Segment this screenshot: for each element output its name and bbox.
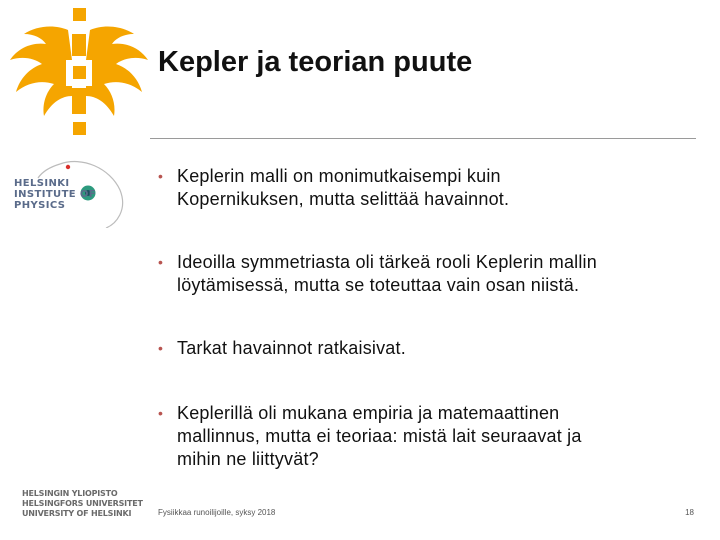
- university-name-line: HELSINGFORS UNIVERSITET: [22, 499, 143, 508]
- bullet-item: [158, 251, 597, 297]
- university-name: [22, 489, 143, 519]
- bullet-line: Ideoilla symmetriasta oli tärkeä rooli Keplerin mallin: [177, 252, 597, 272]
- physics-name-line: INSTITUTE OF: [14, 189, 97, 200]
- bullet-item: [158, 402, 582, 471]
- physics-name-line: PHYSICS: [14, 200, 66, 211]
- bullet-line: Keplerillä oli mukana empiria ja matemaattinen: [177, 403, 560, 423]
- university-flame-logo: [6, 4, 152, 144]
- university-name-line: UNIVERSITY OF HELSINKI: [22, 509, 132, 518]
- physics-name-line: HELSINKI: [14, 178, 70, 189]
- bullet-line: mihin ne liittyvät?: [177, 449, 319, 469]
- slide-title: Kepler ja teorian puute: [158, 46, 473, 78]
- physics-institute-name: [14, 178, 96, 211]
- university-name-line: HELSINGIN YLIOPISTO: [22, 489, 118, 498]
- bullet-line: Keplerin malli on monimutkaisempi kuin: [177, 166, 501, 186]
- bullet-item: [158, 337, 406, 360]
- bullet-marker: •: [158, 405, 164, 421]
- bullet-marker: •: [158, 340, 164, 356]
- page-number: 18: [685, 508, 694, 517]
- bullet-marker: •: [158, 168, 164, 184]
- bullet-line: Kopernikuksen, mutta selittää havainnot.: [177, 189, 510, 209]
- bullet-item: [158, 165, 509, 211]
- bullet-marker: •: [158, 254, 164, 270]
- bullet-line: löytämisessä, mutta se toteuttaa vain osan niistä.: [177, 275, 580, 295]
- footer-course-name: Fysiikkaa runoilijoille, syksy 2018: [158, 508, 276, 517]
- bullet-line: mallinnus, mutta ei teoriaa: mistä lait seuraavat ja: [177, 426, 582, 446]
- bullet-line: Tarkat havainnot ratkaisivat.: [177, 338, 406, 358]
- title-divider: [150, 138, 696, 139]
